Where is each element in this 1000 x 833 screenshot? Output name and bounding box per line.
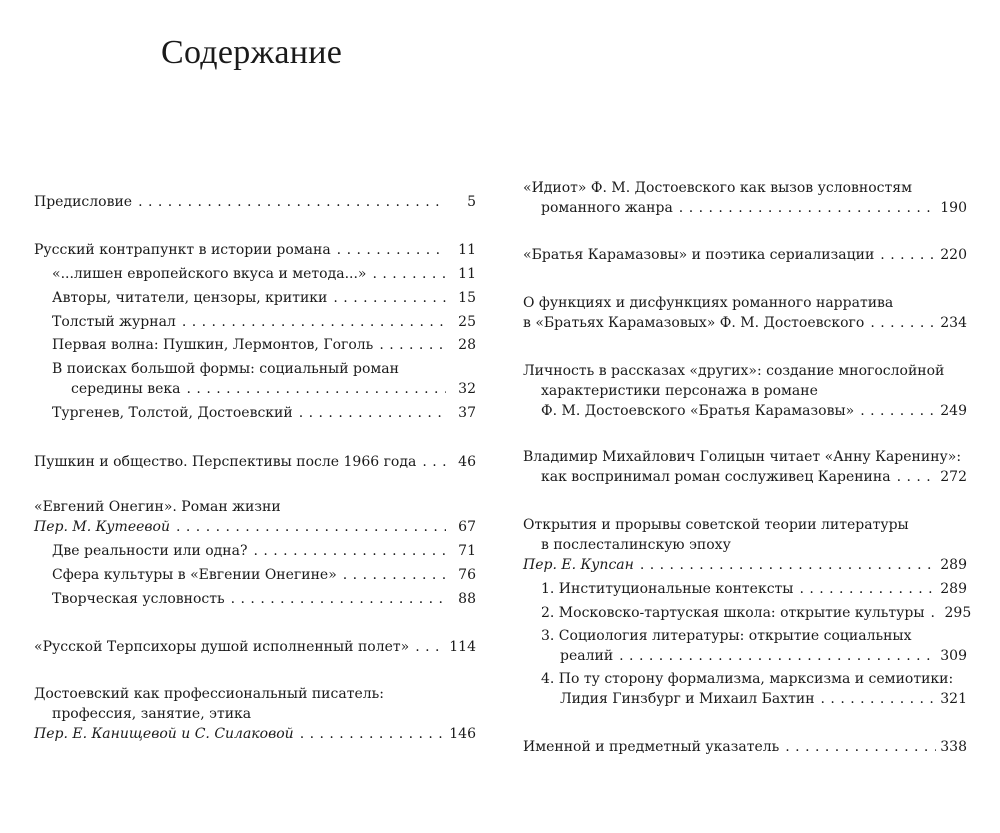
toc-entry-page: 28 [458, 337, 476, 353]
dot-leader [897, 467, 937, 487]
toc-entry[interactable] [523, 737, 967, 757]
toc-entry-title: Пушкин и общество. Перспективы после 1966 года [34, 454, 417, 470]
dot-leader [870, 313, 936, 333]
dot-leader [415, 637, 445, 657]
toc-subentry[interactable] [34, 288, 476, 308]
toc-entry[interactable] [523, 178, 967, 218]
toc-entry-page: 11 [458, 266, 476, 282]
toc-entry-title-line: Достоевский как профессиональный писатель: [34, 686, 384, 702]
toc-entry[interactable] [34, 240, 476, 260]
toc-subentry[interactable] [523, 579, 967, 599]
toc-entry-title: 1. Институциональные контексты [541, 581, 794, 597]
toc-subentry[interactable] [523, 669, 967, 709]
toc-entry[interactable] [34, 497, 476, 537]
dot-leader [300, 724, 446, 744]
toc-subentry[interactable] [34, 403, 476, 423]
toc-entry-page: 249 [940, 403, 967, 419]
toc-subentry[interactable] [523, 603, 972, 623]
dot-leader [333, 288, 446, 308]
toc-entry-translator: Пер. Е. Канищевой и С. Силаковой [34, 726, 294, 742]
toc-entry-title: реалий [560, 648, 614, 664]
toc-entry-page: 114 [449, 639, 476, 655]
toc-entry-page: 11 [458, 242, 476, 258]
toc-entry[interactable] [34, 684, 476, 744]
toc-entry-title-line: «Евгений Онегин». Роман жизни [34, 499, 281, 515]
toc-entry[interactable] [523, 515, 967, 575]
dot-leader [785, 737, 936, 757]
toc-entry-title: Творческая условность [52, 591, 225, 607]
toc-entry[interactable] [523, 361, 967, 421]
page-title: Содержание [161, 34, 343, 71]
toc-entry-title: Две реальности или одна? [52, 543, 248, 559]
toc-entry-page: 220 [940, 247, 967, 263]
toc-subentry[interactable] [34, 312, 476, 332]
toc-entry-title-line: Владимир Михайлович Голицын читает «Анну Каренину»: [523, 449, 962, 465]
dot-leader [187, 379, 446, 399]
toc-entry-title: Авторы, читатели, цензоры, критики [52, 290, 328, 306]
toc-subentry[interactable] [34, 589, 476, 609]
toc-entry-title: Предисловие [34, 194, 133, 210]
toc-entry-page: 190 [940, 200, 967, 216]
toc-entry-title: Русский контрапункт в истории романа [34, 242, 331, 258]
dot-leader [799, 579, 936, 599]
toc-subentry[interactable] [34, 335, 476, 355]
toc-subentry[interactable] [34, 565, 476, 585]
dot-leader [679, 198, 936, 218]
dot-leader [343, 565, 446, 585]
toc-entry-translator: Пер. Е. Купсан [523, 557, 634, 573]
toc-entry-page: 67 [458, 519, 476, 535]
dot-leader [299, 403, 446, 423]
toc-entry-title-line: О функциях и дисфункциях романного нарратива [523, 295, 894, 311]
toc-entry-title-line: в послесталинскую эпоху [541, 537, 731, 553]
toc-entry-title: Лидия Гинзбург и Михаил Бахтин [560, 691, 815, 707]
toc-subentry[interactable] [34, 541, 476, 561]
toc-entry-title: середины века [71, 381, 181, 397]
toc-entry-page: 146 [449, 726, 476, 742]
toc-entry-title: Толстый журнал [52, 314, 176, 330]
dot-leader [379, 335, 446, 355]
toc-subentry[interactable] [523, 626, 967, 666]
dot-leader [182, 312, 446, 332]
dot-leader [337, 240, 446, 260]
toc-entry-page: 37 [458, 405, 476, 421]
toc-entry-title: Ф. М. Достоевского «Братья Карамазовы» [541, 403, 855, 419]
dot-leader [372, 264, 446, 284]
dot-leader [422, 452, 446, 472]
toc-entry-page: 88 [458, 591, 476, 607]
toc-entry-title-line: 3. Социология литературы: открытие социальных [541, 628, 912, 644]
toc-entry-title-line: В поисках большой формы: социальный роман [52, 361, 399, 377]
toc-entry-page: 46 [458, 454, 476, 470]
dot-leader [253, 541, 446, 561]
toc-entry-title-line: Личность в рассказах «других»: создание многослойной [523, 363, 945, 379]
toc-entry-title: «Русской Терпсихоры душой исполненный полет» [34, 639, 410, 655]
toc-entry-page: 272 [940, 469, 967, 485]
toc-entry-title-line: Открытия и прорывы советской теории литературы [523, 517, 909, 533]
toc-entry-page: 289 [940, 581, 967, 597]
toc-entry-title: «Братья Карамазовы» и поэтика сериализации [523, 247, 875, 263]
toc-entry-title: романного жанра [541, 200, 673, 216]
toc-entry-page: 25 [458, 314, 476, 330]
dot-leader [231, 589, 446, 609]
dot-leader [880, 245, 936, 265]
dot-leader [860, 401, 936, 421]
toc-entry-title: «...лишен европейского вкуса и метода...» [52, 266, 367, 282]
toc-entry-page: 5 [467, 194, 476, 210]
toc-entry-title: 2. Московско-тартуская школа: открытие культуры [541, 605, 925, 621]
toc-entry-translator: Пер. М. Кутеевой [34, 519, 170, 535]
toc-entry-page: 32 [458, 381, 476, 397]
toc-entry-title: Первая волна: Пушкин, Лермонтов, Гоголь [52, 337, 374, 353]
toc-entry-page: 321 [940, 691, 967, 707]
dot-leader [931, 603, 941, 623]
dot-leader [619, 646, 936, 666]
toc-entry-title: как воспринимал роман сослуживец Каренина [541, 469, 891, 485]
toc-entry-page: 76 [458, 567, 476, 583]
dot-leader [821, 689, 937, 709]
toc-entry-title: Тургенев, Толстой, Достоевский [52, 405, 293, 421]
dot-leader [176, 517, 446, 537]
toc-entry-page: 71 [458, 543, 476, 559]
toc-entry-title: Сфера культуры в «Евгении Онегине» [52, 567, 337, 583]
toc-entry-title-line: профессия, занятие, этика [52, 706, 252, 722]
toc-entry-page: 338 [940, 739, 967, 755]
dot-leader [138, 192, 446, 212]
toc-entry[interactable] [523, 245, 967, 265]
toc-entry-page: 15 [458, 290, 476, 306]
toc-entry-title-line: характеристики персонажа в романе [541, 383, 818, 399]
toc-entry-page: 234 [940, 315, 967, 331]
toc-entry-page: 309 [940, 648, 967, 664]
toc-entry-title-line: 4. По ту сторону формализма, марксизма и семиотики: [541, 671, 954, 687]
toc-subentry[interactable] [34, 359, 476, 399]
toc-entry-page: 289 [940, 557, 967, 573]
toc-entry-title: в «Братьях Карамазовых» Ф. М. Достоевского [523, 315, 865, 331]
toc-entry[interactable] [34, 192, 476, 212]
toc-entry-page: 295 [944, 605, 972, 621]
toc-entry-title: Именной и предметный указатель [523, 739, 780, 755]
toc-entry[interactable] [34, 452, 476, 472]
toc-entry[interactable] [523, 293, 967, 333]
dot-leader [640, 555, 936, 575]
toc-entry[interactable] [34, 637, 476, 657]
toc-entry[interactable] [523, 447, 967, 487]
toc-subentry[interactable] [34, 264, 476, 284]
toc-entry-title-line: «Идиот» Ф. М. Достоевского как вызов условностям [523, 180, 912, 196]
